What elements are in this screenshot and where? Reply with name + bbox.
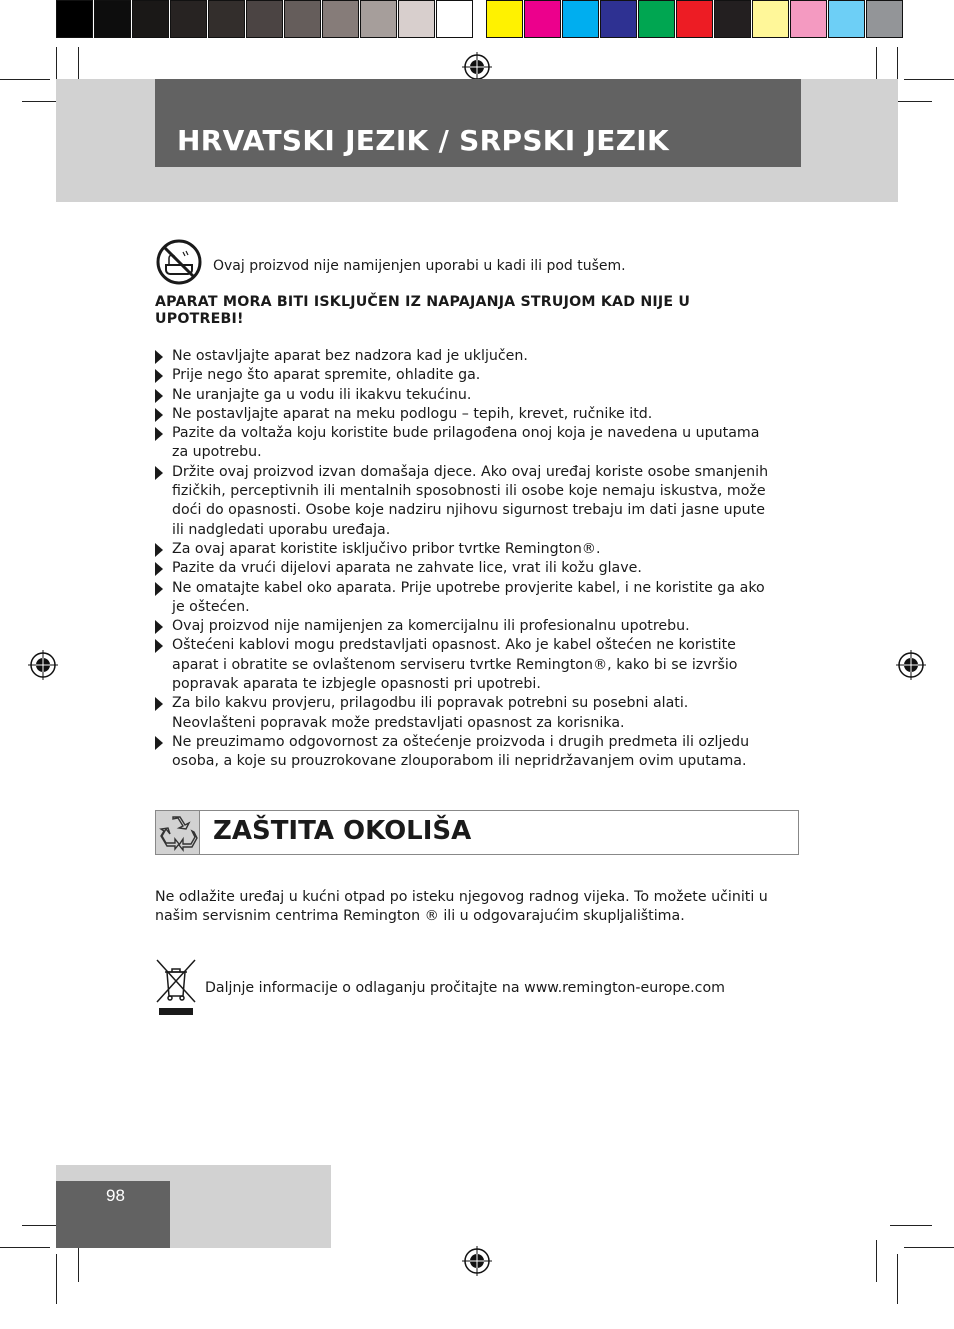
color-swatch	[866, 0, 903, 38]
safety-bullet-text: Za ovaj aparat koristite isključivo pribor tvrtke Remington®.	[172, 540, 601, 557]
bath-warning-text: Ovaj proizvod nije namijenjen uporabi u kadi ili pod tušem.	[213, 258, 626, 274]
safety-bullet	[155, 694, 770, 733]
registration-mark-icon	[896, 650, 926, 680]
color-swatch	[790, 0, 827, 38]
safety-bullet	[155, 386, 770, 405]
bullet-arrow-icon	[155, 697, 163, 711]
safety-bullet-text: Ne ostavljajte aparat bez nadzora kad je uključen.	[172, 348, 528, 364]
bullet-arrow-icon	[155, 736, 163, 750]
color-swatch	[752, 0, 789, 38]
crop-mark	[904, 79, 954, 80]
page-number: 98	[106, 1186, 125, 1205]
color-swatches	[486, 0, 904, 38]
safety-bullet-text: Držite ovaj proizvod izvan domašaja djece. Ako ovaj uređaj koriste osobe smanjenih fizičkih, perceptivnih ili mentalnih sposobnosti ili osobe koje nemaju iskustva, može doći do opasnosti. Osobe koje nadziru njihovu sigurnost trebaju im dati jasne upute ili nadgledati uporabu uređaja.	[172, 463, 769, 538]
bullet-arrow-icon	[155, 408, 163, 422]
bullet-arrow-icon	[155, 350, 163, 364]
color-swatch	[600, 0, 637, 38]
recycle-icon	[156, 811, 199, 854]
color-swatch	[56, 0, 93, 38]
gray-swatches	[56, 0, 474, 38]
header-title-box	[155, 79, 801, 167]
page-number-box	[56, 1181, 170, 1248]
color-swatch	[360, 0, 397, 38]
registration-mark-icon	[28, 650, 58, 680]
bullet-arrow-icon	[155, 582, 163, 596]
no-bath-icon	[155, 238, 203, 286]
registration-mark-icon	[462, 1246, 492, 1276]
crossed-bin-icon	[155, 958, 197, 1018]
color-swatch	[170, 0, 207, 38]
safety-bullet-text: Ne uranjajte ga u vodu ili ikakvu tekućinu.	[172, 386, 472, 403]
crop-mark	[56, 1254, 57, 1304]
safety-bullet	[155, 617, 770, 636]
safety-bullet-text: Prije nego što aparat spremite, ohladite ga.	[172, 367, 481, 384]
safety-bullet	[155, 579, 770, 618]
safety-bullet-text: Oštećeni kablovi mogu predstavljati opasnost. Ako je kabel oštećen ne koristite aparat i obratite se ovlaštenom serviseru tvrtke Remington®, kako bi se izvršio popravak aparata te izbjegle opasnosti pri upotrebi.	[172, 637, 738, 693]
color-swatch	[436, 0, 473, 38]
safety-bullet-text: Ne preuzimamo odgovornost za oštećenje proizvoda i drugih predmeta ili ozljedu osoba, a koje su prouzrokovane zlouporabom ili nepridržavanjem ovim uputama.	[172, 733, 750, 770]
safety-bullet-text: Za bilo kakvu provjeru, prilagodbu ili popravak potrebni su posebni alati. Neovlašteni popravak može predstavljati opasnost za korisnika.	[172, 695, 689, 731]
color-swatch	[524, 0, 561, 38]
color-swatch	[322, 0, 359, 38]
crop-mark	[890, 1225, 932, 1226]
weee-info	[155, 958, 725, 1018]
crop-mark	[56, 47, 57, 79]
color-swatch	[676, 0, 713, 38]
safety-bullet	[155, 347, 770, 366]
bullet-arrow-icon	[155, 620, 163, 634]
bullet-arrow-icon	[155, 562, 163, 576]
color-swatch	[132, 0, 169, 38]
color-swatch	[208, 0, 245, 38]
unplug-warning: APARAT MORA BITI ISKLJUČEN IZ NAPAJANJA STRUJOM KAD NIJE U UPOTREBI!	[155, 294, 691, 327]
safety-bullet-text: Pazite da voltaža koju koristite bude prilagođena onoj koja je navedena u uputama za upotrebu.	[172, 425, 760, 461]
color-swatch	[562, 0, 599, 38]
recycle-icon-box	[156, 811, 200, 854]
registration-mark-icon	[462, 52, 492, 82]
crop-mark	[876, 1240, 877, 1282]
safety-bullet	[155, 424, 770, 463]
color-swatch	[714, 0, 751, 38]
bullet-arrow-icon	[155, 389, 163, 403]
color-swatch	[94, 0, 131, 38]
bath-warning	[155, 238, 626, 286]
safety-bullet	[155, 405, 770, 424]
page-title: HRVATSKI JEZIK / SRPSKI JEZIK	[177, 124, 670, 157]
safety-bullet-text: Pazite da vrući dijelovi aparata ne zahvate lice, vrat ili kožu glave.	[172, 560, 642, 577]
crop-mark	[904, 1247, 954, 1248]
bullet-arrow-icon	[155, 427, 163, 441]
safety-bullet	[155, 733, 770, 772]
crop-mark	[0, 1247, 50, 1248]
safety-bullet	[155, 636, 770, 694]
color-swatch	[246, 0, 283, 38]
environment-section-header	[155, 810, 799, 855]
bullet-arrow-icon	[155, 466, 163, 480]
safety-bullet	[155, 463, 770, 540]
weee-info-text: Daljnje informacije o odlaganju pročitajte na www.remington-europe.com	[205, 980, 725, 996]
safety-bullet	[155, 540, 770, 559]
bullet-arrow-icon	[155, 369, 163, 383]
bullet-arrow-icon	[155, 639, 163, 653]
bullet-arrow-icon	[155, 543, 163, 557]
disposal-text: Ne odlažite uređaj u kućni otpad po isteku njegovog radnog vijeka. To možete učiniti u našim servisnim centrima Remington ® ili u odgovarajućim skupljalištima.	[155, 889, 768, 925]
safety-bullet	[155, 559, 770, 578]
safety-bullet-text: Ne postavljajte aparat na meku podlogu – tepih, krevet, ručnike itd.	[172, 405, 653, 422]
color-calibration-bar	[56, 0, 904, 38]
safety-bullet-text: Ovaj proizvod nije namijenjen za komercijalnu ili profesionalnu upotrebu.	[172, 618, 690, 635]
safety-bullet	[155, 366, 770, 385]
section-title: ZAŠTITA OKOLIŠA	[213, 816, 472, 846]
crop-mark	[897, 1254, 898, 1304]
safety-bullet-text: Ne omatajte kabel oko aparata. Prije upotrebe provjerite kabel, i ne koristite ga ako je oštećen.	[172, 579, 765, 615]
crop-mark	[0, 79, 50, 80]
safety-bullet-list	[155, 347, 770, 772]
color-swatch	[638, 0, 675, 38]
color-swatch	[284, 0, 321, 38]
color-swatch	[828, 0, 865, 38]
color-swatch	[486, 0, 523, 38]
color-swatch	[398, 0, 435, 38]
crop-mark	[897, 47, 898, 79]
